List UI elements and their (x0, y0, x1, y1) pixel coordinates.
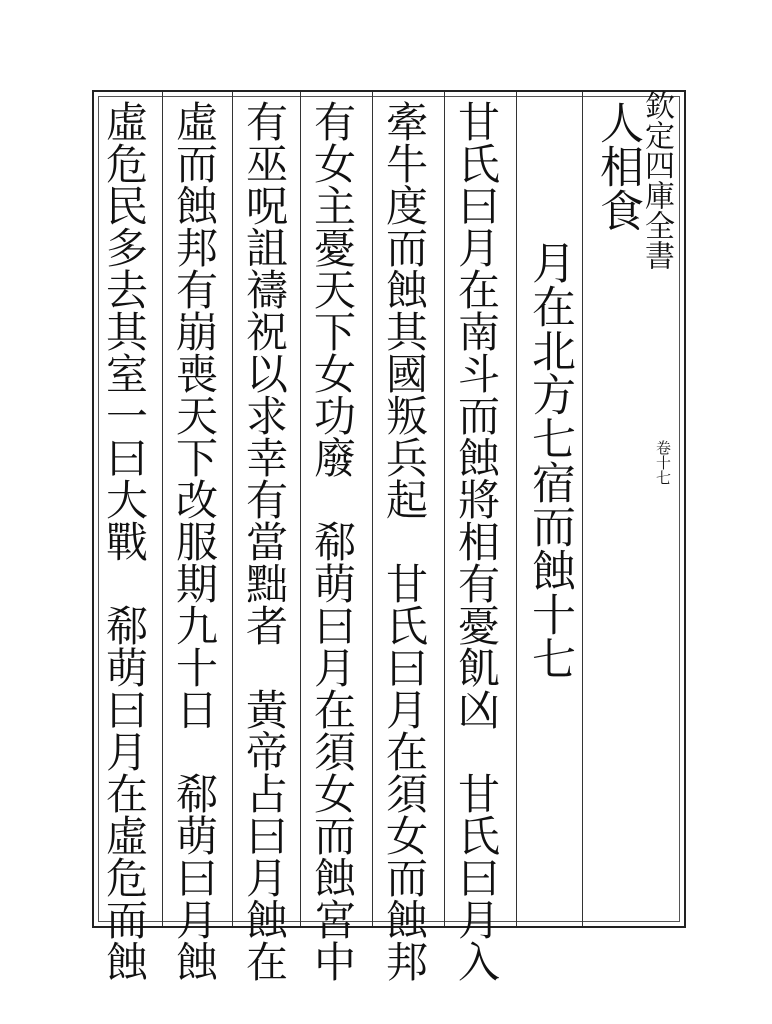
text-column-4: 牽牛度而蝕其國叛兵起 甘氏曰月在須女而蝕邦 (380, 100, 429, 982)
column-rule (162, 92, 163, 926)
column-rule (516, 92, 517, 926)
column-rule (232, 92, 233, 926)
text-column-6: 有巫呪詛禱祝以求幸有當黜者 黃帝占曰月蝕在 (240, 100, 289, 982)
column-rule (444, 92, 445, 926)
column-rule (372, 92, 373, 926)
volume-label: 卷十七 (654, 440, 672, 485)
text-column-1: 人相食 (592, 100, 643, 232)
text-column-2: 月在北方七宿而蝕十七 (524, 240, 575, 680)
column-rule (300, 92, 301, 926)
text-column-3: 甘氏曰月在南斗而蝕將相有憂飢凶 甘氏曰月入 (452, 100, 501, 982)
column-rule (582, 92, 583, 926)
book-title: 欽定四庫全書 (639, 90, 674, 270)
text-column-5: 有女主憂天下女功廢 郗萌曰月在須女而蝕宮中 (308, 100, 357, 982)
text-column-7: 虛而蝕邦有崩喪天下改服期九十日 郗萌曰月蝕 (170, 100, 219, 982)
text-column-8: 虛危民多去其室一曰大戰 郗萌曰月在虛危而蝕 (100, 100, 149, 982)
